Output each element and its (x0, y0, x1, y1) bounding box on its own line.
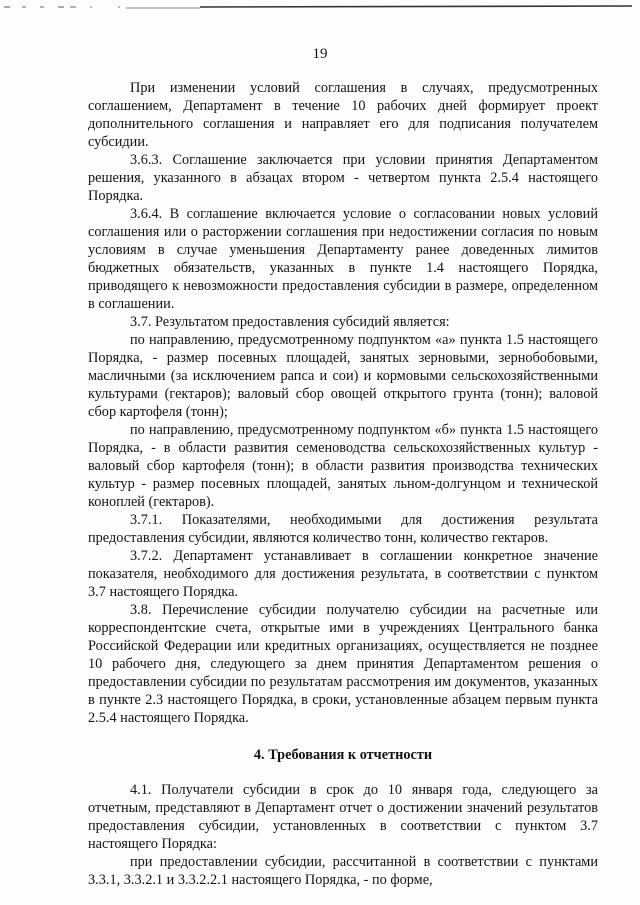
paragraph: по направлению, предусмотренному подпунктом «а» пункта 1.5 настоящего Порядка, - размер посевных площадей, занятых зерновыми, зернобобовыми, масличными (за исключением рапса и сои) и кормовыми сельскохозяйственными культурами (гектаров); валовый сбор овощей открытого грунта (тонн); валовой сбор картофеля (тонн); (88, 332, 598, 420)
paragraph: 3.8. Перечисление субсидии получателю субсидии на расчетные или корреспондентские счета, открытые ими в учреждениях Центрального банка Российской Федерации или кредитных организациях, осуществляется не позднее 10 рабочего дня, следующего за днем принятия Департаментом решения о предоставлении субсидии по результатам рассмотрения им документов, указанных в пункте 2.3 настоящего Порядка, в сроки, установленные абзацем первым пункта 2.5.4 настоящего Порядка. (88, 602, 598, 726)
page-number: 19 (312, 46, 328, 62)
paragraph: 3.7.2. Департамент устанавливает в соглашении конкретное значение показателя, необходимого для достижения результата, в соответствии с пунктом 3.7 настоящего Порядка. (88, 548, 598, 600)
paragraph: 3.7.1. Показателями, необходимыми для достижения результата предоставления субсидии, являются количество тонн, количество гектаров. (88, 512, 598, 546)
document-body (88, 79, 598, 889)
paragraph: при предоставлении субсидии, рассчитанной в соответствии с пунктами 3.3.1, 3.3.2.1 и 3.3.2.2.1 настоящего Порядка, - по форме, (88, 854, 598, 888)
paragraph: 3.6.4. В соглашение включается условие о согласовании новых условий соглашения или о расторжении соглашения при недостижении согласия по новым условиям в случае уменьшения Департаменту ранее доведенных лимитов бюджетных обязательств, указанных в пункте 1.4 настоящего Порядка, приводящего к невозможности предоставления субсидии в размере, определенном в соглашении. (88, 206, 598, 312)
paragraph: При изменении условий соглашения в случаях, предусмотренных соглашением, Департамент в течение 10 рабочих дней формирует проект дополнительного соглашения и направляет его для подписания получателем субсидии. (88, 80, 598, 150)
scan-edge-artifact (0, 4, 640, 10)
paragraph: 3.7. Результатом предоставления субсидий является: (130, 314, 450, 330)
section-heading: 4. Требования к отчетности (253, 747, 433, 763)
paragraph: 4.1. Получатели субсидии в срок до 10 января года, следующего за отчетным, представляют в Департамент отчет о достижении значений результатов предоставления субсидии, установленных в соответствии с пунктом 3.7 настоящего Порядка: (88, 782, 598, 852)
paragraph: по направлению, предусмотренному подпунктом «б» пункта 1.5 настоящего Порядка, - в области развития семеноводства сельскохозяйственных культур - валовый сбор картофеля (тонн); в области развития производства технических культур - размер посевных площадей, занятых льном-долгунцом и технической коноплей (гектаров). (88, 422, 598, 510)
paragraph: 3.6.3. Соглашение заключается при условии принятия Департаментом решения, указанного в абзацах втором - четвертом пункта 2.5.4 настоящего Порядка. (88, 152, 598, 204)
